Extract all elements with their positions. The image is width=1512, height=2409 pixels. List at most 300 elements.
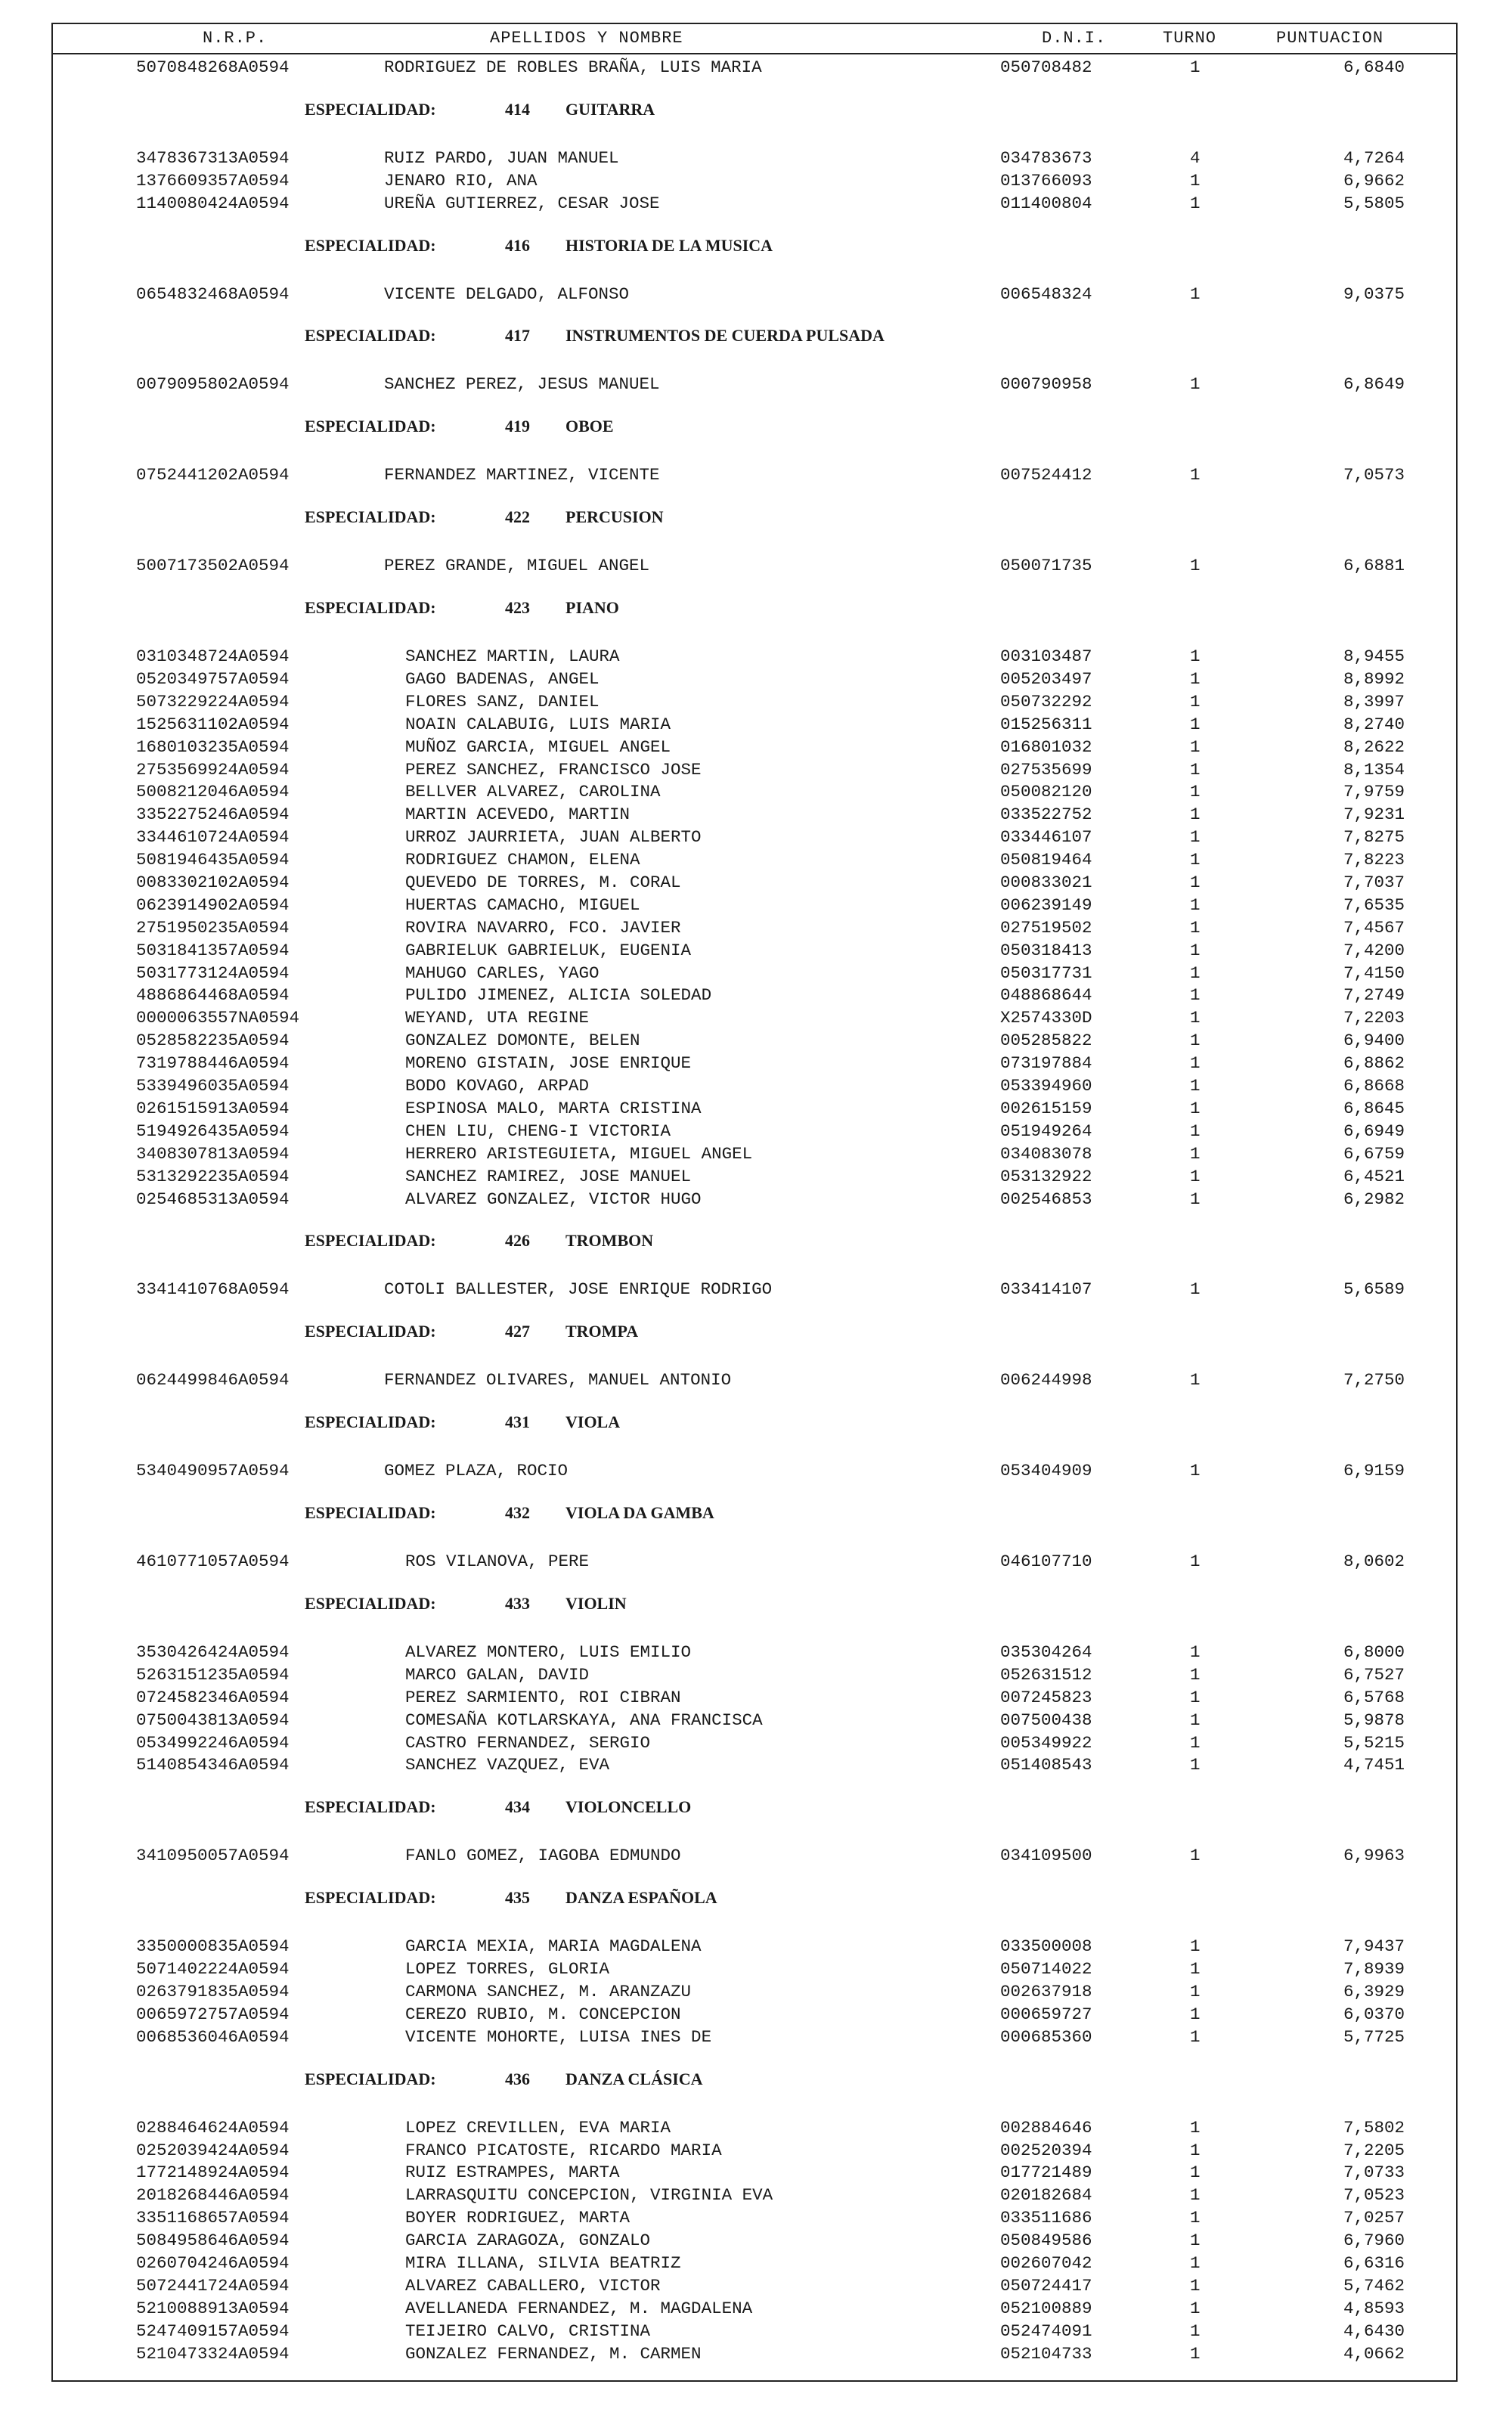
dni-cell: 033500008 xyxy=(1000,1936,1092,1957)
nrp-cell: 1376609357A0594 xyxy=(136,170,290,191)
turno-cell: 1 xyxy=(1190,1166,1201,1186)
section-code: 432 xyxy=(505,1503,530,1523)
puntuacion-cell: 6,9400 xyxy=(1343,1031,1405,1051)
puntuacion-cell: 4,7451 xyxy=(1343,1755,1405,1775)
name-cell: GOMEZ PLAZA, ROCIO xyxy=(384,1461,569,1481)
header-dni: D.N.I. xyxy=(1042,29,1107,48)
turno-cell: 1 xyxy=(1190,759,1201,780)
document-page xyxy=(51,23,1458,2382)
nrp-cell: 3350000835A0594 xyxy=(136,1936,290,1957)
turno-cell: 1 xyxy=(1190,2343,1201,2364)
section-label: ESPECIALIDAD: xyxy=(305,1231,436,1251)
turno-cell: 1 xyxy=(1190,2026,1201,2047)
name-cell: COMESAÑA KOTLARSKAYA, ANA FRANCISCA xyxy=(405,1710,763,1730)
puntuacion-cell: 7,0523 xyxy=(1343,2185,1405,2206)
section-heading xyxy=(51,305,1458,373)
table-row xyxy=(51,780,1458,803)
table-row xyxy=(51,871,1458,894)
nrp-cell: 5247409157A0594 xyxy=(136,2321,290,2341)
name-cell: COTOLI BALLESTER, JOSE ENRIQUE RODRIGO xyxy=(384,1279,773,1300)
table-row xyxy=(51,2206,1458,2229)
name-cell: BELLVER ALVAREZ, CAROLINA xyxy=(405,782,661,802)
section-code: 419 xyxy=(505,417,530,436)
turno-cell: 1 xyxy=(1190,2252,1201,2273)
puntuacion-cell: 7,9437 xyxy=(1343,1936,1405,1957)
nrp-cell: 0261515913A0594 xyxy=(136,1098,290,1118)
table-row xyxy=(51,1029,1458,1052)
table-row xyxy=(51,1958,1458,1980)
name-cell: PEREZ SARMIENTO, ROI CIBRAN xyxy=(405,1687,681,1707)
dni-cell: 006548324 xyxy=(1000,284,1092,304)
dni-cell: 002520394 xyxy=(1000,2140,1092,2160)
table-row xyxy=(51,1686,1458,1709)
table-row xyxy=(51,1844,1458,1867)
table-row xyxy=(51,939,1458,962)
nrp-cell: 0068536046A0594 xyxy=(136,2026,290,2047)
puntuacion-cell: 7,4150 xyxy=(1343,963,1405,983)
puntuacion-cell: 4,6430 xyxy=(1343,2321,1405,2341)
dni-cell: 020182684 xyxy=(1000,2185,1092,2206)
name-cell: ALVAREZ MONTERO, LUIS EMILIO xyxy=(405,1642,692,1662)
dni-cell: 053132922 xyxy=(1000,1166,1092,1186)
puntuacion-cell: 7,5802 xyxy=(1343,2117,1405,2138)
name-cell: FERNANDEZ MARTINEZ, VICENTE xyxy=(384,465,660,485)
section-heading xyxy=(51,1301,1458,1369)
table-row xyxy=(51,758,1458,781)
nrp-cell: 3530426424A0594 xyxy=(136,1642,290,1662)
turno-cell: 1 xyxy=(1190,57,1201,77)
name-cell: HUERTAS CAMACHO, MIGUEL xyxy=(405,894,640,915)
nrp-cell: 0254685313A0594 xyxy=(136,1189,290,1209)
turno-cell: 1 xyxy=(1190,1370,1201,1391)
turno-cell: 1 xyxy=(1190,193,1201,213)
name-cell: QUEVEDO DE TORRES, M. CORAL xyxy=(405,873,681,893)
name-cell: FANLO GOMEZ, IAGOBA EDMUNDO xyxy=(405,1846,681,1866)
turno-cell: 4 xyxy=(1190,147,1201,168)
section-heading xyxy=(51,1210,1458,1278)
table-row xyxy=(51,1052,1458,1074)
section-name: VIOLIN xyxy=(565,1593,627,1613)
section-name: VIOLONCELLO xyxy=(565,1797,692,1817)
name-cell: SANCHEZ VAZQUEZ, EVA xyxy=(405,1755,610,1775)
dni-cell: 052631512 xyxy=(1000,1664,1092,1685)
dni-cell: 033511686 xyxy=(1000,2208,1092,2228)
dni-cell: 002637918 xyxy=(1000,1981,1092,2001)
dni-cell: 011400804 xyxy=(1000,193,1092,213)
section-name: INSTRUMENTOS DE CUERDA PULSADA xyxy=(565,326,885,346)
table-row xyxy=(51,1006,1458,1029)
name-cell: CHEN LIU, CHENG-I VICTORIA xyxy=(405,1121,671,1141)
turno-cell: 1 xyxy=(1190,646,1201,667)
puntuacion-cell: 8,8992 xyxy=(1343,669,1405,690)
turno-cell: 1 xyxy=(1190,284,1201,304)
nrp-cell: 0624499846A0594 xyxy=(136,1370,290,1391)
dni-cell: 050819464 xyxy=(1000,850,1092,870)
section-heading xyxy=(51,215,1458,283)
turno-cell: 1 xyxy=(1190,714,1201,734)
dni-cell: 050724417 xyxy=(1000,2275,1092,2296)
section-name: GUITARRA xyxy=(565,99,655,119)
section-heading xyxy=(51,1573,1458,1641)
dni-cell: 048868644 xyxy=(1000,985,1092,1006)
section-code: 435 xyxy=(505,1888,530,1908)
turno-cell: 1 xyxy=(1190,1642,1201,1662)
nrp-cell: 0654832468A0594 xyxy=(136,284,290,304)
table-row xyxy=(51,2139,1458,2162)
nrp-cell: 5339496035A0594 xyxy=(136,1076,290,1096)
nrp-cell: 3351168657A0594 xyxy=(136,2208,290,2228)
name-cell: MORENO GISTAIN, JOSE ENRIQUE xyxy=(405,1053,692,1074)
dni-cell: 053394960 xyxy=(1000,1076,1092,1096)
puntuacion-cell: 9,0375 xyxy=(1343,284,1405,304)
section-code: 426 xyxy=(505,1231,530,1251)
dni-cell: 050849586 xyxy=(1000,2231,1092,2251)
nrp-cell: 5071402224A0594 xyxy=(136,1959,290,1980)
turno-cell: 1 xyxy=(1190,1664,1201,1685)
nrp-cell: 5081946435A0594 xyxy=(136,850,290,870)
name-cell: CASTRO FERNANDEZ, SERGIO xyxy=(405,1732,651,1753)
puntuacion-cell: 5,7462 xyxy=(1343,2275,1405,2296)
dni-cell: 007524412 xyxy=(1000,465,1092,485)
name-cell: TEIJEIRO CALVO, CRISTINA xyxy=(405,2321,651,2341)
nrp-cell: 2753569924A0594 xyxy=(136,759,290,780)
turno-cell: 1 xyxy=(1190,1031,1201,1051)
name-cell: JENARO RIO, ANA xyxy=(384,170,538,191)
dni-cell: 000790958 xyxy=(1000,374,1092,395)
turno-cell: 1 xyxy=(1190,2117,1201,2138)
dni-cell: 002884646 xyxy=(1000,2117,1092,2138)
name-cell: GARCIA ZARAGOZA, GONZALO xyxy=(405,2231,651,2251)
turno-cell: 1 xyxy=(1190,2208,1201,2228)
nrp-cell: 0750043813A0594 xyxy=(136,1710,290,1730)
dni-cell: 034783673 xyxy=(1000,147,1092,168)
nrp-cell: 0079095802A0594 xyxy=(136,374,290,395)
section-name: PIANO xyxy=(565,598,619,618)
section-name: OBOE xyxy=(565,417,614,436)
puntuacion-cell: 5,5215 xyxy=(1343,1732,1405,1753)
nrp-cell: 5072441724A0594 xyxy=(136,2275,290,2296)
nrp-cell: 1525631102A0594 xyxy=(136,714,290,734)
name-cell: RODRIGUEZ CHAMON, ELENA xyxy=(405,850,640,870)
section-name: PERCUSION xyxy=(565,507,664,527)
dni-cell: 034083078 xyxy=(1000,1143,1092,1164)
name-cell: MAHUGO CARLES, YAGO xyxy=(405,963,600,983)
puntuacion-cell: 7,0573 xyxy=(1343,465,1405,485)
puntuacion-cell: 7,2750 xyxy=(1343,1370,1405,1391)
turno-cell: 1 xyxy=(1190,850,1201,870)
header-rule xyxy=(51,53,1458,54)
section-label: ESPECIALIDAD: xyxy=(305,507,436,527)
puntuacion-cell: 6,7527 xyxy=(1343,1664,1405,1685)
section-label: ESPECIALIDAD: xyxy=(305,235,436,255)
name-cell: SANCHEZ PEREZ, JESUS MANUEL xyxy=(384,374,660,395)
puntuacion-cell: 6,6316 xyxy=(1343,2252,1405,2273)
table-row xyxy=(51,1641,1458,1663)
turno-cell: 1 xyxy=(1190,1846,1201,1866)
section-label: ESPECIALIDAD: xyxy=(305,1412,436,1432)
nrp-cell: 0065972757A0594 xyxy=(136,2004,290,2024)
section-code: 422 xyxy=(505,507,530,527)
header-nrp: N.R.P. xyxy=(203,29,268,48)
turno-cell: 1 xyxy=(1190,1552,1201,1572)
table-row xyxy=(51,668,1458,690)
section-heading xyxy=(51,1867,1458,1935)
name-cell: FLORES SANZ, DANIEL xyxy=(405,691,600,712)
table-row xyxy=(51,169,1458,192)
name-cell: FERNANDEZ OLIVARES, MANUEL ANTONIO xyxy=(384,1370,732,1391)
turno-cell: 1 xyxy=(1190,1461,1201,1481)
dni-cell: 017721489 xyxy=(1000,2163,1092,2183)
listing-body xyxy=(51,56,1458,2364)
turno-cell: 1 xyxy=(1190,1189,1201,1209)
dni-cell: 050714022 xyxy=(1000,1959,1092,1980)
dni-cell: 016801032 xyxy=(1000,736,1092,757)
dni-cell: 050318413 xyxy=(1000,940,1092,960)
nrp-cell: 5084958646A0594 xyxy=(136,2231,290,2251)
puntuacion-cell: 7,8275 xyxy=(1343,827,1405,848)
turno-cell: 1 xyxy=(1190,1755,1201,1775)
table-row xyxy=(51,645,1458,668)
table-row xyxy=(51,2184,1458,2206)
section-name: TROMPA xyxy=(565,1322,639,1341)
turno-cell: 1 xyxy=(1190,556,1201,576)
turno-cell: 1 xyxy=(1190,1936,1201,1957)
nrp-cell: 0288464624A0594 xyxy=(136,2117,290,2138)
section-label: ESPECIALIDAD: xyxy=(305,1503,436,1523)
dni-cell: 027535699 xyxy=(1000,759,1092,780)
nrp-cell: 5008212046A0594 xyxy=(136,782,290,802)
table-row xyxy=(51,690,1458,713)
section-label: ESPECIALIDAD: xyxy=(305,598,436,618)
section-label: ESPECIALIDAD: xyxy=(305,99,436,119)
nrp-cell: 1772148924A0594 xyxy=(136,2163,290,2183)
turno-cell: 1 xyxy=(1190,465,1201,485)
dni-cell: 000685360 xyxy=(1000,2026,1092,2047)
dni-cell: 050071735 xyxy=(1000,556,1092,576)
puntuacion-cell: 6,2982 xyxy=(1343,1189,1405,1209)
table-row xyxy=(51,464,1458,486)
turno-cell: 1 xyxy=(1190,2298,1201,2318)
section-heading xyxy=(51,1482,1458,1550)
nrp-cell: 7319788446A0594 xyxy=(136,1053,290,1074)
name-cell: ALVAREZ GONZALEZ, VICTOR HUGO xyxy=(405,1189,702,1209)
table-row xyxy=(51,1142,1458,1165)
name-cell: LOPEZ TORRES, GLORIA xyxy=(405,1959,610,1980)
puntuacion-cell: 6,8668 xyxy=(1343,1076,1405,1096)
nrp-cell: 3352275246A0594 xyxy=(136,805,290,825)
dni-cell: 002607042 xyxy=(1000,2252,1092,2273)
header-turno: TURNO xyxy=(1163,29,1217,48)
nrp-cell: 5340490957A0594 xyxy=(136,1461,290,1481)
name-cell: VICENTE DELGADO, ALFONSO xyxy=(384,284,630,304)
table-row xyxy=(51,554,1458,577)
turno-cell: 1 xyxy=(1190,1710,1201,1730)
puntuacion-cell: 8,3997 xyxy=(1343,691,1405,712)
nrp-cell: 0752441202A0594 xyxy=(136,465,290,485)
turno-cell: 1 xyxy=(1190,963,1201,983)
dni-cell: 000659727 xyxy=(1000,2004,1092,2024)
header-name: APELLIDOS Y NOMBRE xyxy=(490,29,683,48)
nrp-cell: 0528582235A0594 xyxy=(136,1031,290,1051)
dni-cell: 050732292 xyxy=(1000,691,1092,712)
nrp-cell: 3341410768A0594 xyxy=(136,1279,290,1300)
turno-cell: 1 xyxy=(1190,2321,1201,2341)
section-name: DANZA ESPAÑOLA xyxy=(565,1888,717,1908)
nrp-cell: 2751950235A0594 xyxy=(136,917,290,938)
name-cell: LOPEZ CREVILLEN, EVA MARIA xyxy=(405,2117,671,2138)
nrp-cell: 5210088913A0594 xyxy=(136,2298,290,2318)
dni-cell: 000833021 xyxy=(1000,873,1092,893)
turno-cell: 1 xyxy=(1190,669,1201,690)
nrp-cell: 5263151235A0594 xyxy=(136,1664,290,1685)
dni-cell: 073197884 xyxy=(1000,1053,1092,1074)
turno-cell: 1 xyxy=(1190,2004,1201,2024)
section-label: ESPECIALIDAD: xyxy=(305,1797,436,1817)
turno-cell: 1 xyxy=(1190,1279,1201,1300)
table-row xyxy=(51,1980,1458,2003)
dni-cell: 034109500 xyxy=(1000,1846,1092,1866)
table-row xyxy=(51,916,1458,939)
puntuacion-cell: 4,7264 xyxy=(1343,147,1405,168)
table-row xyxy=(51,826,1458,848)
puntuacion-cell: 4,8593 xyxy=(1343,2298,1405,2318)
table-row xyxy=(51,1097,1458,1120)
section-heading xyxy=(51,395,1458,464)
section-name: VIOLA xyxy=(565,1412,621,1432)
dni-cell: 002546853 xyxy=(1000,1189,1092,1209)
puntuacion-cell: 8,2740 xyxy=(1343,714,1405,734)
puntuacion-cell: 6,9662 xyxy=(1343,170,1405,191)
puntuacion-cell: 6,3929 xyxy=(1343,1981,1405,2001)
turno-cell: 1 xyxy=(1190,985,1201,1006)
dni-cell: 051408543 xyxy=(1000,1755,1092,1775)
turno-cell: 1 xyxy=(1190,827,1201,848)
name-cell: MARCO GALAN, DAVID xyxy=(405,1664,590,1685)
name-cell: ROS VILANOVA, PERE xyxy=(405,1552,590,1572)
section-label: ESPECIALIDAD: xyxy=(305,1888,436,1908)
nrp-cell: 4886864468A0594 xyxy=(136,985,290,1006)
name-cell: RUIZ ESTRAMPES, MARTA xyxy=(405,2163,620,2183)
section-code: 434 xyxy=(505,1797,530,1817)
table-row xyxy=(51,1120,1458,1142)
turno-cell: 1 xyxy=(1190,2140,1201,2160)
puntuacion-cell: 7,8939 xyxy=(1343,1959,1405,1980)
table-row xyxy=(51,1459,1458,1482)
dni-cell: 052474091 xyxy=(1000,2321,1092,2341)
table-row xyxy=(51,192,1458,215)
nrp-cell: 1680103235A0594 xyxy=(136,736,290,757)
table-row xyxy=(51,1165,1458,1188)
puntuacion-cell: 7,2749 xyxy=(1343,985,1405,1006)
name-cell: RUIZ PARDO, JUAN MANUEL xyxy=(384,147,619,168)
puntuacion-cell: 7,9231 xyxy=(1343,805,1405,825)
section-heading xyxy=(51,577,1458,645)
name-cell: BODO KOVAGO, ARPAD xyxy=(405,1076,590,1096)
name-cell: VICENTE MOHORTE, LUISA INES DE xyxy=(405,2026,712,2047)
table-row xyxy=(51,713,1458,736)
nrp-cell: 0260704246A0594 xyxy=(136,2252,290,2273)
section-label: ESPECIALIDAD: xyxy=(305,2069,436,2088)
section-heading xyxy=(51,79,1458,147)
nrp-cell: 0000063557NA0594 xyxy=(136,1008,300,1028)
dni-cell: 007500438 xyxy=(1000,1710,1092,1730)
turno-cell: 1 xyxy=(1190,1008,1201,1028)
section-heading xyxy=(51,1391,1458,1459)
puntuacion-cell: 6,6840 xyxy=(1343,57,1405,77)
puntuacion-cell: 6,6759 xyxy=(1343,1143,1405,1164)
dni-cell: 050708482 xyxy=(1000,57,1092,77)
name-cell: ALVAREZ CABALLERO, VICTOR xyxy=(405,2275,661,2296)
header-puntuacion: PUNTUACION xyxy=(1276,29,1384,48)
dni-cell: 050082120 xyxy=(1000,782,1092,802)
puntuacion-cell: 8,1354 xyxy=(1343,759,1405,780)
nrp-cell: 0263791835A0594 xyxy=(136,1981,290,2001)
name-cell: WEYAND, UTA REGINE xyxy=(405,1008,590,1028)
puntuacion-cell: 6,9159 xyxy=(1343,1461,1405,1481)
nrp-cell: 4610771057A0594 xyxy=(136,1552,290,1572)
dni-cell: 003103487 xyxy=(1000,646,1092,667)
table-row xyxy=(51,2161,1458,2184)
table-row xyxy=(51,1369,1458,1391)
name-cell: GAGO BADENAS, ANGEL xyxy=(405,669,600,690)
name-cell: CARMONA SANCHEZ, M. ARANZAZU xyxy=(405,1981,692,2001)
turno-cell: 1 xyxy=(1190,894,1201,915)
name-cell: BOYER RODRIGUEZ, MARTA xyxy=(405,2208,631,2228)
puntuacion-cell: 6,7960 xyxy=(1343,2231,1405,2251)
nrp-cell: 5140854346A0594 xyxy=(136,1755,290,1775)
section-code: 423 xyxy=(505,598,530,618)
name-cell: MIRA ILLANA, SILVIA BEATRIZ xyxy=(405,2252,681,2273)
section-name: TROMBON xyxy=(565,1231,654,1251)
puntuacion-cell: 7,0257 xyxy=(1343,2208,1405,2228)
name-cell: GONZALEZ DOMONTE, BELEN xyxy=(405,1031,640,1051)
puntuacion-cell: 6,5768 xyxy=(1343,1687,1405,1707)
turno-cell: 1 xyxy=(1190,2275,1201,2296)
section-heading xyxy=(51,1776,1458,1844)
puntuacion-cell: 7,9759 xyxy=(1343,782,1405,802)
name-cell: SANCHEZ RAMIREZ, JOSE MANUEL xyxy=(405,1166,692,1186)
section-label: ESPECIALIDAD: xyxy=(305,326,436,346)
table-row xyxy=(51,2229,1458,2252)
name-cell: AVELLANEDA FERNANDEZ, M. MAGDALENA xyxy=(405,2298,753,2318)
puntuacion-cell: 6,8862 xyxy=(1343,1053,1405,1074)
puntuacion-cell: 6,6949 xyxy=(1343,1121,1405,1141)
table-row xyxy=(51,2252,1458,2274)
puntuacion-cell: 6,6881 xyxy=(1343,556,1405,576)
turno-cell: 1 xyxy=(1190,736,1201,757)
name-cell: MUÑOZ GARCIA, MIGUEL ANGEL xyxy=(405,736,671,757)
name-cell: UREÑA GUTIERREZ, CESAR JOSE xyxy=(384,193,660,213)
section-name: HISTORIA DE LA MUSICA xyxy=(565,235,773,255)
dni-cell: 013766093 xyxy=(1000,170,1092,191)
puntuacion-cell: 8,9455 xyxy=(1343,646,1405,667)
turno-cell: 1 xyxy=(1190,1121,1201,1141)
nrp-cell: 3408307813A0594 xyxy=(136,1143,290,1164)
section-code: 417 xyxy=(505,326,530,346)
nrp-cell: 0534992246A0594 xyxy=(136,1732,290,1753)
nrp-cell: 3344610724A0594 xyxy=(136,827,290,848)
puntuacion-cell: 6,0370 xyxy=(1343,2004,1405,2024)
table-row xyxy=(51,2297,1458,2320)
dni-cell: 002615159 xyxy=(1000,1098,1092,1118)
dni-cell: 051949264 xyxy=(1000,1121,1092,1141)
name-cell: GONZALEZ FERNANDEZ, M. CARMEN xyxy=(405,2343,702,2364)
table-row xyxy=(51,984,1458,1006)
table-row xyxy=(51,1550,1458,1573)
puntuacion-cell: 7,4200 xyxy=(1343,940,1405,960)
section-code: 416 xyxy=(505,235,530,255)
name-cell: SANCHEZ MARTIN, LAURA xyxy=(405,646,620,667)
